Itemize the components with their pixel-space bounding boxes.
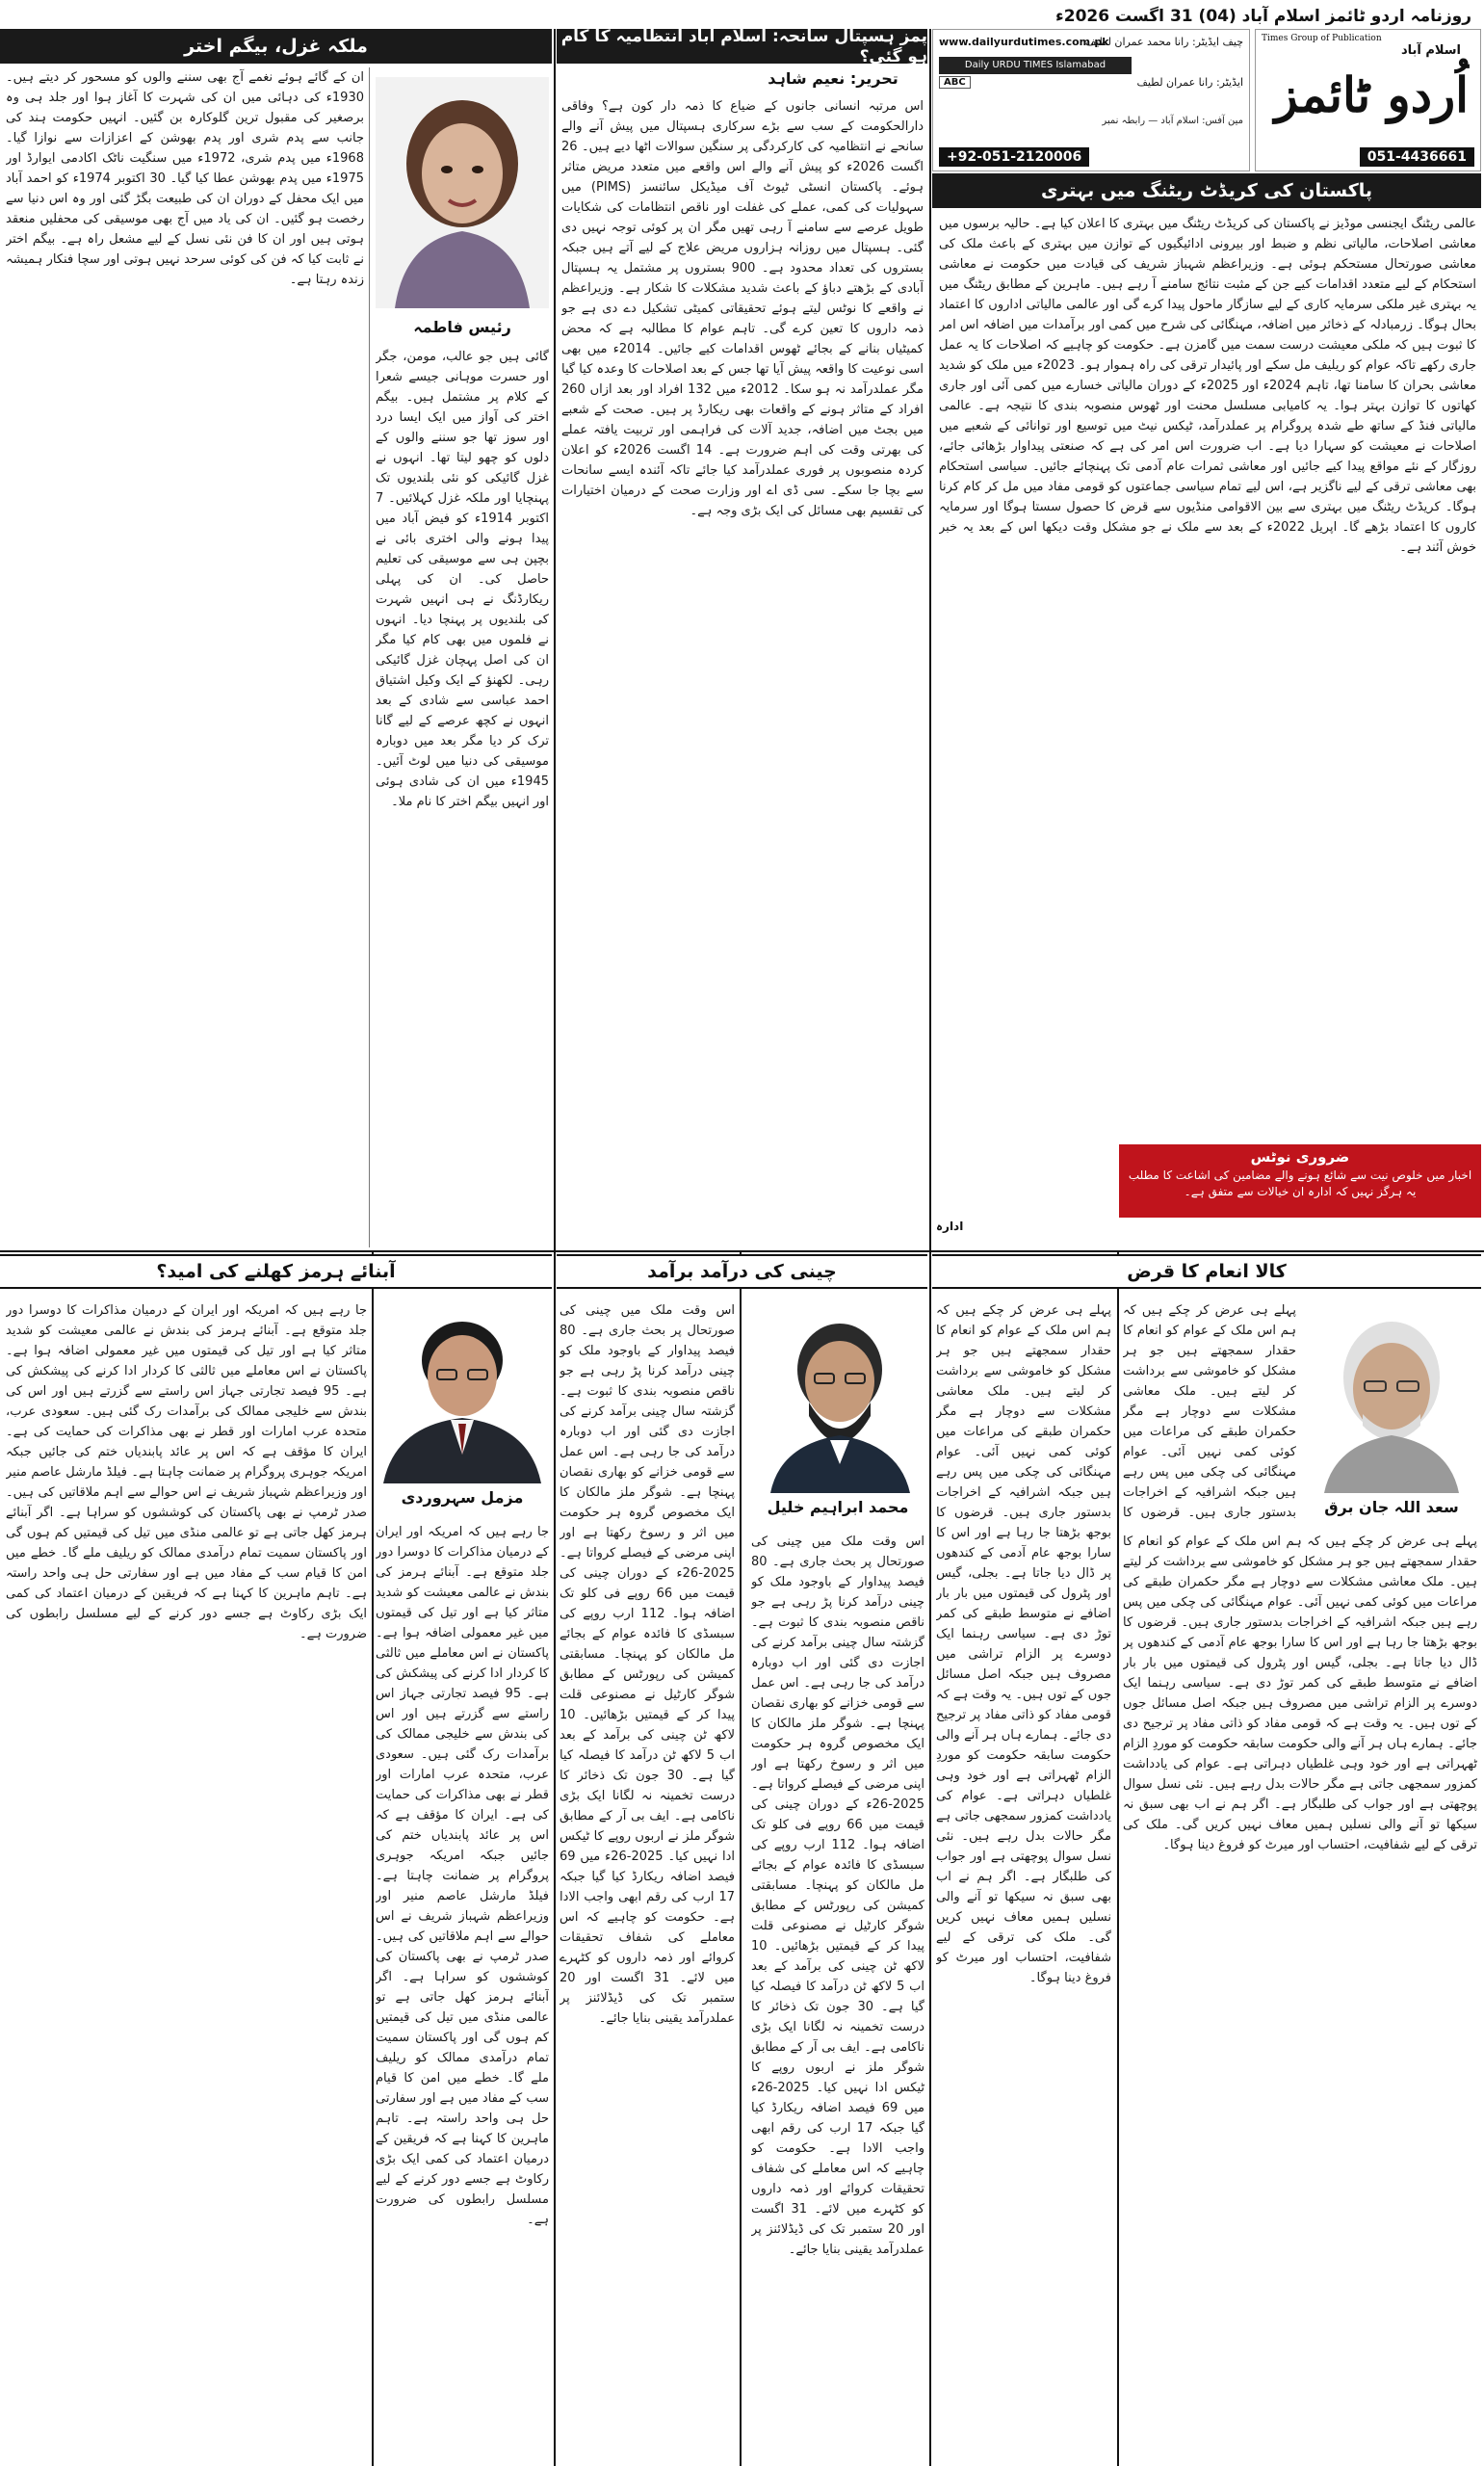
masthead-info-box: [932, 29, 1250, 171]
notice-signature: ادارہ: [936, 1220, 964, 1233]
hormuz-headline: آبنائے ہرمز کھلنے کی امید؟: [0, 1254, 552, 1289]
ghazal-body-right: گائی ہیں جو عالب، مومن، جگر اور حسرت موہانی جیسے شعرا کے کلام پر مشتمل ہیں۔ بیگم اختر کی آواز میں ایک ایسا درد اور سوز تھا جو سننے والوں کے دلوں کو چھو لیتا تھا۔ انہوں نے غزل گائیکی کو نئی بلندیوں تک پہنچایا اور ملکہ غزل کہلائیں۔ 7 اکتوبر 1914ء کو فیض آباد میں پیدا ہونے والی اختری بائی نے بچپن ہی سے موسیقی کی تعلیم حاصل کی۔ ان کی پہلی ریکارڈنگ نے ہی انہیں شہرت کی بلندیوں پر پہنچا دیا۔ انہوں نے فلموں میں بھی کام کیا مگر ان کی اصل پہچان غزل گائیکی رہی۔ لکھنؤ کے ایک وکیل اشتیاق احمد عباسی سے شادی کے بعد انہوں نے کچھ عرصے کے لیے گانا ترک کر دیا مگر بعد میں دوبارہ موسیقی کی دنیا میں لوٹ آئیں۔ 1945ء میں ان کی شادی ہوئی اور انہیں بیگم اختر کا نام ملا۔: [376, 350, 549, 809]
china-trade-byline: محمد ابراہیم خلیل: [767, 1498, 909, 1516]
address: مین آفس: اسلام آباد — رابطہ نمبر: [1102, 116, 1243, 126]
masthead: [932, 29, 1481, 171]
notice-title: ضروری نوٹس: [1250, 1148, 1350, 1166]
column-divider: [1117, 1252, 1119, 2466]
china-trade-headline: چینی کی درآمد برآمد: [557, 1254, 927, 1289]
english-name-banner: Daily URDU TIMES Islamabad: [939, 57, 1132, 74]
date-line: روزنامہ اردو ٹائمز اسلام آباد (04) 31 اگست 2026ء: [1055, 6, 1471, 26]
author-photo-man-suit: [376, 1310, 549, 1483]
kala-anam-byline: سعد اللہ جان برق: [1324, 1498, 1459, 1516]
kala-anam-body-main: پہلے ہی عرض کر چکے ہیں کہ ہم اس ملک کے عوام کو انعام کا حقدار سمجھتے ہیں جو ہر مشکل کو خاموشی سے برداشت کر لیتے ہیں۔ ملک معاشی مشکلات سے دوچار ہے مگر حکمران طبقے کی مراعات میں کوئی کمی نہیں آئی۔ عوام مہنگائی کی چکی میں پس رہے ہیں جبکہ اشرافیہ کے اخراجات بدستور جاری ہیں۔ قرضوں کا بوجھ بڑھتا جا رہا ہے اور اس کا سارا بوجھ عام آدمی کے کندھوں پر ڈال دیا جاتا ہے۔ بجلی، گیس اور پٹرول کی قیمتوں میں بار بار اضافے نے متوسط طبقے کی کمر توڑ دی ہے۔ سیاسی رہنما ایک دوسرے پر الزام تراشی میں مصروف ہیں جبکہ اصل مسائل جوں کے توں ہیں۔ یہ وقت ہے کہ قومی مفاد کو ذاتی مفاد پر ترجیح دی جائے۔ ہمارے ہاں ہر آنے والی حکومت سابقہ حکومت کو موردِ الزام ٹھہراتی ہے اور خود وہی غلطیاں دہراتی ہے۔ عوام کی یادداشت کمزور سمجھی جاتی ہے مگر حالات بدل رہے ہیں۔ نئی نسل سوال پوچھتی ہے اور جواب کی طلبگار ہے۔ اگر ہم نے اب بھی سبق نہ سیکھا تو آنے والی نسلیں ہمیں معاف نہیں کریں گی۔ ملک کی ترقی کے لیے شفافیت، احتساب اور میرٹ کو فروغ دینا ہوگا۔: [1123, 1535, 1477, 1852]
author-photo-elder: [1305, 1300, 1478, 1493]
credit-rating-headline: پاکستان کی کریڈٹ ریٹنگ میں بہتری: [932, 173, 1481, 208]
kala-anam-body-col2: پہلے ہی عرض کر چکے ہیں کہ ہم اس ملک کے عوام کو انعام کا حقدار سمجھتے ہیں جو ہر مشکل کو خاموشی سے برداشت کر لیتے ہیں۔ ملک معاشی مشکلات سے دوچار ہے مگر حکمران طبقے کی مراعات میں کوئی کمی نہیں آئی۔ عوام مہنگائی کی چکی میں پس رہے ہیں جبکہ اشرافیہ کے اخراجات بدستور جاری ہیں۔ قرضوں کا بوجھ بڑھتا جا رہا ہے اور اس کا سارا بوجھ عام آدمی کے کندھوں پر ڈال دیا جاتا ہے۔ بجلی، گیس اور پٹرول کی قیمتوں میں بار بار اضافے نے متوسط طبقے کی کمر توڑ دی ہے۔ سیاسی رہنما ایک دوسرے پر الزام تراشی میں مصروف ہیں جبکہ اصل مسائل جوں کے توں ہیں۔ یہ وقت ہے کہ قومی مفاد کو ذاتی مفاد پر ترجیح دی جائے۔ ہمارے ہاں ہر آنے والی حکومت سابقہ حکومت کو موردِ الزام ٹھہراتی ہے اور خود وہی غلطیاں دہراتی ہے۔ عوام کی یادداشت کمزور سمجھی جاتی ہے مگر حالات بدل رہے ہیں۔ نئی نسل سوال پوچھتی ہے اور جواب کی طلبگار ہے۔ اگر ہم نے اب بھی سبق نہ سیکھا تو آنے والی نسلیں ہمیں معاف نہیں کریں گی۔ ملک کی ترقی کے لیے شفافیت، احتساب اور میرٹ کو فروغ دینا ہوگا۔: [936, 1303, 1111, 1985]
hormuz-body-right: جا رہے ہیں کہ امریکہ اور ایران کے درمیان مذاکرات کا دوسرا دور جلد متوقع ہے۔ آبنائے ہرمز کی بندش نے عالمی معیشت کو شدید متاثر کیا ہے اور تیل کی قیمتوں میں غیر معمولی اضافہ ہوا ہے۔ پاکستان نے اس معاملے میں ثالثی کا کردار ادا کرنے کی پیشکش کی ہے۔ 95 فیصد تجارتی جہاز اس راستے سے گزرتے ہیں اور اس کی بندش سے خلیجی ممالک کی برآمدات رک گئی ہیں۔ سعودی عرب، متحدہ عرب امارات اور قطر نے بھی مذاکرات کی حمایت کی ہے۔ ایران کا مؤقف ہے کہ اس پر عائد پابندیاں ختم کی جائیں جبکہ امریکہ جوہری پروگرام پر ضمانت چاہتا ہے۔ فیلڈ مارشل عاصم منیر اور وزیراعظم شہباز شریف نے اس حوالے سے اہم ملاقاتیں کی ہیں۔ صدر ٹرمپ نے بھی پاکستان کی کوششوں کو سراہا ہے۔ اگر آبنائے ہرمز کھل جاتی ہے تو عالمی منڈی میں تیل کی قیمتیں کم ہوں گی اور پاکستان سمیت تمام درآمدی ممالک کو ریلیف ملے گا۔ خطے میں امن کا قیام سب کے مفاد میں ہے اور سفارتی حل ہی واحد راستہ ہے۔ تاہم ماہرین کا کہنا ہے کہ فریقین کے درمیان اعتماد کی کمی ایک بڑی رکاوٹ ہے جسے دور کرنے کے لیے مسلسل رابطوں کی ضرورت ہے۔: [376, 1525, 549, 2227]
column-divider: [554, 29, 556, 2466]
credit-rating-body: عالمی ریٹنگ ایجنسی موڈیز نے پاکستان کی کریڈٹ ریٹنگ میں بہتری کا اعلان کیا ہے۔ حالیہ برسوں میں معاشی اصلاحات، مالیاتی نظم و ضبط اور بیرونی ادائیگیوں کے توازن میں بہتری کے باعث ملک کی معاشی صورتحال مستحکم ہوئی ہے۔ وزیراعظم شہباز شریف کی قیادت میں حکومت نے معاشی استحکام کے لیے متعدد اقدامات کیے جن کے مثبت نتائج سامنے آ رہے ہیں۔ ماہرین کے مطابق ریٹنگ میں یہ بہتری غیر ملکی سرمایہ کاری کے لیے سازگار ماحول پیدا کرے گی اور عالمی مالیاتی اداروں کا اعتماد بحال ہوگا۔ زرمبادلہ کے ذخائر میں اضافہ، مہنگائی کی شرح میں کمی اور برآمدات میں اضافہ اس امر کا ثبوت ہیں کہ ملکی معیشت درست سمت میں گامزن ہے۔ حکومت کو چاہیے کہ اصلاحات کا یہ عمل جاری رکھے تاکہ عوام کو ریلیف مل سکے اور پائیدار ترقی کی راہ ہموار ہو۔ 2023ء میں ملک کو شدید معاشی بحران کا سامنا تھا، تاہم 2024ء اور 2025ء کے دوران مالیاتی خسارے میں کمی آئی اور جاری کھاتوں کا توازن بہتر ہوا۔ یہ کامیابی مسلسل محنت اور ٹھوس منصوبہ بندی کا نتیجہ ہے۔ عالمی مالیاتی فنڈ کے ساتھ طے شدہ پروگرام پر عملدرآمد، ٹیکس نیٹ میں توسیع اور توانائی کے شعبے میں اصلاحات نے معیشت کو سہارا دیا ہے۔ اب ضرورت اس امر کی ہے کہ صنعتی پیداوار بڑھائی جائے، روزگار کے نئے مواقع پیدا کیے جائیں اور معاشی ثمرات عام آدمی تک پہنچائے جائیں۔ سیاسی استحکام بھی معاشی ترقی کے لیے ناگزیر ہے، اس لیے تمام سیاسی جماعتوں کو قومی مفاد میں مل کر کام کرنا ہوگا۔ کریڈٹ ریٹنگ میں بہتری سے بین الاقوامی منڈیوں سے قرض کا حصول سستا ہوگا اور سرمایہ کاروں کا اعتماد بڑھے گا۔ اپریل 2022ء کے بعد سے ملک نے جو مشکل وقت دیکھا اس کے بعد یہ خبر خوش آئند ہے۔: [939, 217, 1476, 555]
phone-number-1: 051-4436661: [1360, 147, 1474, 167]
hospital-byline: تحریر: نعیم شاہد: [768, 69, 898, 88]
kala-anam-body-top: پہلے ہی عرض کر چکے ہیں کہ ہم اس ملک کے عوام کو انعام کا حقدار سمجھتے ہیں جو ہر مشکل کو خاموشی سے برداشت کر لیتے ہیں۔ ملک معاشی مشکلات سے دوچار ہے مگر حکمران طبقے کی مراعات میں کوئی کمی نہیں آئی۔ عوام مہنگائی کی چکی میں پس رہے ہیں جبکہ اشرافیہ کے اخراجات بدستور جاری ہیں۔ قرضوں کا: [1123, 1303, 1296, 1520]
notice-box: [1119, 1144, 1481, 1218]
china-trade-body-left: اس وقت ملک میں چینی کی صورتحال پر بحث جاری ہے۔ 80 فیصد پیداوار کے باوجود ملک کو چینی درآمد کرنا پڑ رہی ہے جو ناقص منصوبہ بندی کا ثبوت ہے۔ گزشتہ سال چینی برآمد کرنے کی اجازت دی گئی اور اب دوبارہ درآمد کی جا رہی ہے۔ اس عمل سے قومی خزانے کو بھاری نقصان پہنچا ہے۔ شوگر ملز مالکان کا ایک مخصوص گروہ ہر حکومت میں اثر و رسوخ رکھتا ہے اور اپنی مرضی کے فیصلے کرواتا ہے۔ 2025-26ء کے دوران چینی کی قیمت میں 66 روپے فی کلو تک اضافہ ہوا۔ 112 ارب روپے کی سبسڈی کا فائدہ عوام کے بجائے مل مالکان کو پہنچا۔ مسابقتی کمیشن کی رپورٹس کے مطابق شوگر کارٹیل نے مصنوعی قلت پیدا کر کے قیمتیں بڑھائیں۔ 10 لاکھ ٹن چینی کی برآمد کے بعد اب 5 لاکھ ٹن درآمد کا فیصلہ کیا گیا ہے۔ 30 جون تک ذخائر کا درست تخمینہ نہ لگانا ایک بڑی ناکامی ہے۔ ایف بی آر کے مطابق شوگر ملز نے اربوں روپے کا ٹیکس ادا نہیں کیا۔ 2025-26ء میں 69 فیصد اضافہ ریکارڈ کیا گیا جبکہ 17 ارب کی رقم ابھی واجب الادا ہے۔ حکومت کو چاہیے کہ اس معاملے کی شفاف تحقیقات کروائے اور ذمہ داروں کو کٹہرے میں لائے۔ 31 اگست اور 20 ستمبر تک کی ڈیڈلائنز پر عملدرآمد یقینی بنایا جائے۔: [560, 1303, 735, 2026]
abc-badge: ABC: [939, 76, 971, 89]
editor: ایڈیٹر: رانا عمران لطیف: [1136, 76, 1243, 89]
author-photo-woman: [376, 77, 549, 308]
logo-city: اسلام آباد: [1400, 43, 1461, 58]
chief-editor: چیف ایڈیٹر: رانا محمد عمران لطیف: [1084, 36, 1243, 48]
row-divider: [0, 1250, 1484, 1252]
newspaper-logo: اُردو ٹائمز: [1274, 66, 1469, 123]
notice-body: اخبار میں خلوص نیت سے شائع ہونے والے مضامین کی اشاعت کا مطلب یہ ہرگز نہیں کہ ادارہ ان خیالات سے متفق ہے۔: [1128, 1168, 1472, 1198]
ghazal-body-left: ان کے گائے ہوئے نغمے آج بھی سننے والوں کو مسحور کر دیتے ہیں۔ 1930ء کی دہائی میں ان کی شہرت کا آغاز ہوا اور جلد ہی وہ برصغیر کی مقبول ترین گلوکارہ بن گئیں۔ انہیں حکومت ہند کی جانب سے پدم شری اور پدم بھوشن کے اعزازات سے نوازا گیا۔ 1968ء میں پدم شری، 1972ء میں سنگیت ناٹک اکادمی ایوارڈ اور 1975ء میں پدم بھوشن عطا کیا گیا۔ 30 اکتوبر 1974ء کو احمد آباد میں ایک محفل کے دوران ان کی طبیعت بگڑ گئی اور وہ اس دنیا سے رخصت ہو گئیں۔ ان کی یاد میں آج بھی موسیقی کی محفلیں منعقد ہوتی ہیں اور ان کا فن نئی نسل کے لیے مشعل راہ ہے۔ بیگم اختر نے ثابت کیا کہ فن کی کوئی سرحد نہیں ہوتی اور سچا فنکار ہمیشہ زندہ رہتا ہے۔: [6, 70, 364, 287]
kala-anam-headline: کالا انعام کا قرض: [932, 1254, 1481, 1289]
hormuz-body-left: جا رہے ہیں کہ امریکہ اور ایران کے درمیان مذاکرات کا دوسرا دور جلد متوقع ہے۔ آبنائے ہرمز کی بندش نے عالمی معیشت کو شدید متاثر کیا ہے اور تیل کی قیمتوں میں غیر معمولی اضافہ ہوا ہے۔ پاکستان نے اس معاملے میں ثالثی کا کردار ادا کرنے کی پیشکش کی ہے۔ 95 فیصد تجارتی جہاز اس راستے سے گزرتے ہیں اور اس کی بندش سے خلیجی ممالک کی برآمدات رک گئی ہیں۔ سعودی عرب، متحدہ عرب امارات اور قطر نے بھی مذاکرات کی حمایت کی ہے۔ ایران کا مؤقف ہے کہ اس پر عائد پابندیاں ختم کی جائیں جبکہ امریکہ جوہری پروگرام پر ضمانت چاہتا ہے۔ فیلڈ مارشل عاصم منیر اور وزیراعظم شہباز شریف نے اس حوالے سے اہم ملاقاتیں کی ہیں۔ صدر ٹرمپ نے بھی پاکستان کی کوششوں کو سراہا ہے۔ اگر آبنائے ہرمز کھل جاتی ہے تو عالمی منڈی میں تیل کی قیمتیں کم ہوں گی اور پاکستان سمیت تمام درآمدی ممالک کو ریلیف ملے گا۔ خطے میں امن کا قیام سب کے مفاد میں ہے اور سفارتی حل ہی واحد راستہ ہے۔ تاہم ماہرین کا کہنا ہے کہ فریقین کے درمیان اعتماد کی کمی ایک بڑی رکاوٹ ہے جسے دور کرنے کے لیے مسلسل رابطوں کی ضرورت ہے۔: [6, 1303, 367, 1641]
date-bar: [932, 2, 1481, 29]
logo-tagline: Times Group of Publication: [1262, 34, 1382, 43]
hospital-body: اس مرتبہ انسانی جانوں کے ضیاع کا ذمہ دار کون ہے؟ وفاقی دارالحکومت کے سب سے بڑے سرکاری ہسپتال میں پیش آنے والے سانحے نے انتظامیہ کی کارکردگی پر سنگین سوالات اٹھا دیے ہیں۔ 26 اگست 2026ء کو پیش آنے والے اس واقعے میں متعدد مریض متاثر ہوئے۔ پاکستان انسٹی ٹیوٹ آف میڈیکل سائنسز (PIMS) میں سہولیات کی کمی، عملے کی غفلت اور ناقص انتظامات کی شکایات طویل عرصے سے سامنے آ رہی تھیں مگر ان پر کوئی توجہ نہیں دی گئی۔ ہسپتال میں روزانہ ہزاروں مریض علاج کے لیے آتے ہیں جبکہ بستروں کی تعداد محدود ہے۔ 900 بستروں پر مشتمل یہ ہسپتال آبادی کے بڑھتے دباؤ کے باعث شدید مشکلات کا شکار ہے۔ وزیراعظم نے واقعے کا نوٹس لیتے ہوئے تحقیقاتی کمیٹی تشکیل دے دی ہے جو ذمہ داروں کا تعین کرے گی۔ تاہم عوام کا مطالبہ ہے کہ محض کمیٹیاں بنانے کے بجائے ٹھوس اقدامات کیے جائیں۔ 2014ء میں بھی اسی نوعیت کا واقعہ پیش آیا تھا جس کے بعد اصلاحات کا وعدہ کیا گیا مگر عملدرآمد نہ ہو سکا۔ 2012ء میں 132 افراد اور بعد ازاں 260 افراد کے متاثر ہونے کے واقعات بھی ریکارڈ پر ہیں۔ صحت کے شعبے میں بجٹ میں اضافہ، جدید آلات کی فراہمی اور تربیت یافتہ عملے کی بھرتی وقت کی اہم ضرورت ہے۔ 14 اگست 2026ء کو اعلان کردہ منصوبوں پر فوری عملدرآمد کیا جائے تاکہ آئندہ ایسے سانحات سے بچا جا سکے۔ سی ڈی اے اور وزارت صحت کے درمیان اختیارات کی تقسیم بھی مسائل کی ایک بڑی وجہ ہے۔: [561, 99, 924, 518]
website-link[interactable]: www.dailyurdutimes.com.pk: [939, 36, 1109, 48]
logo-box: [1255, 29, 1481, 171]
column-divider: [740, 1252, 742, 2466]
inner-divider: [369, 67, 370, 1247]
author-photo-bearded: [761, 1310, 920, 1493]
hospital-headline: پمز ہسپتال سانحہ: اسلام آباد انتظامیہ کا کام ہو گئی؟: [557, 29, 927, 64]
ghazal-byline: رئیس فاطمہ: [413, 318, 511, 336]
column-divider: [372, 1252, 374, 2466]
column-divider: [929, 29, 931, 2466]
china-trade-body-right: اس وقت ملک میں چینی کی صورتحال پر بحث جاری ہے۔ 80 فیصد پیداوار کے باوجود ملک کو چینی درآمد کرنا پڑ رہی ہے جو ناقص منصوبہ بندی کا ثبوت ہے۔ گزشتہ سال چینی برآمد کرنے کی اجازت دی گئی اور اب دوبارہ درآمد کی جا رہی ہے۔ اس عمل سے قومی خزانے کو بھاری نقصان پہنچا ہے۔ شوگر ملز مالکان کا ایک مخصوص گروہ ہر حکومت میں اثر و رسوخ رکھتا ہے اور اپنی مرضی کے فیصلے کرواتا ہے۔ 2025-26ء کے دوران چینی کی قیمت میں 66 روپے فی کلو تک اضافہ ہوا۔ 112 ارب روپے کی سبسڈی کا فائدہ عوام کے بجائے مل مالکان کو پہنچا۔ مسابقتی کمیشن کی رپورٹس کے مطابق شوگر کارٹیل نے مصنوعی قلت پیدا کر کے قیمتیں بڑھائیں۔ 10 لاکھ ٹن چینی کی برآمد کے بعد اب 5 لاکھ ٹن درآمد کا فیصلہ کیا گیا ہے۔ 30 جون تک ذخائر کا درست تخمینہ نہ لگانا ایک بڑی ناکامی ہے۔ ایف بی آر کے مطابق شوگر ملز نے اربوں روپے کا ٹیکس ادا نہیں کیا۔ 2025-26ء میں 69 فیصد اضافہ ریکارڈ کیا گیا جبکہ 17 ارب کی رقم ابھی واجب الادا ہے۔ حکومت کو چاہیے کہ اس معاملے کی شفاف تحقیقات کروائے اور ذمہ داروں کو کٹہرے میں لائے۔ 31 اگست اور 20 ستمبر تک کی ڈیڈلائنز پر عملدرآمد یقینی بنایا جائے۔: [751, 1535, 924, 2257]
ghazal-headline: ملکہ غزل، بیگم اختر: [0, 29, 552, 64]
hormuz-byline: مزمل سہروردی: [401, 1488, 524, 1507]
phone-number-2: +92-051-2120006: [939, 147, 1089, 167]
